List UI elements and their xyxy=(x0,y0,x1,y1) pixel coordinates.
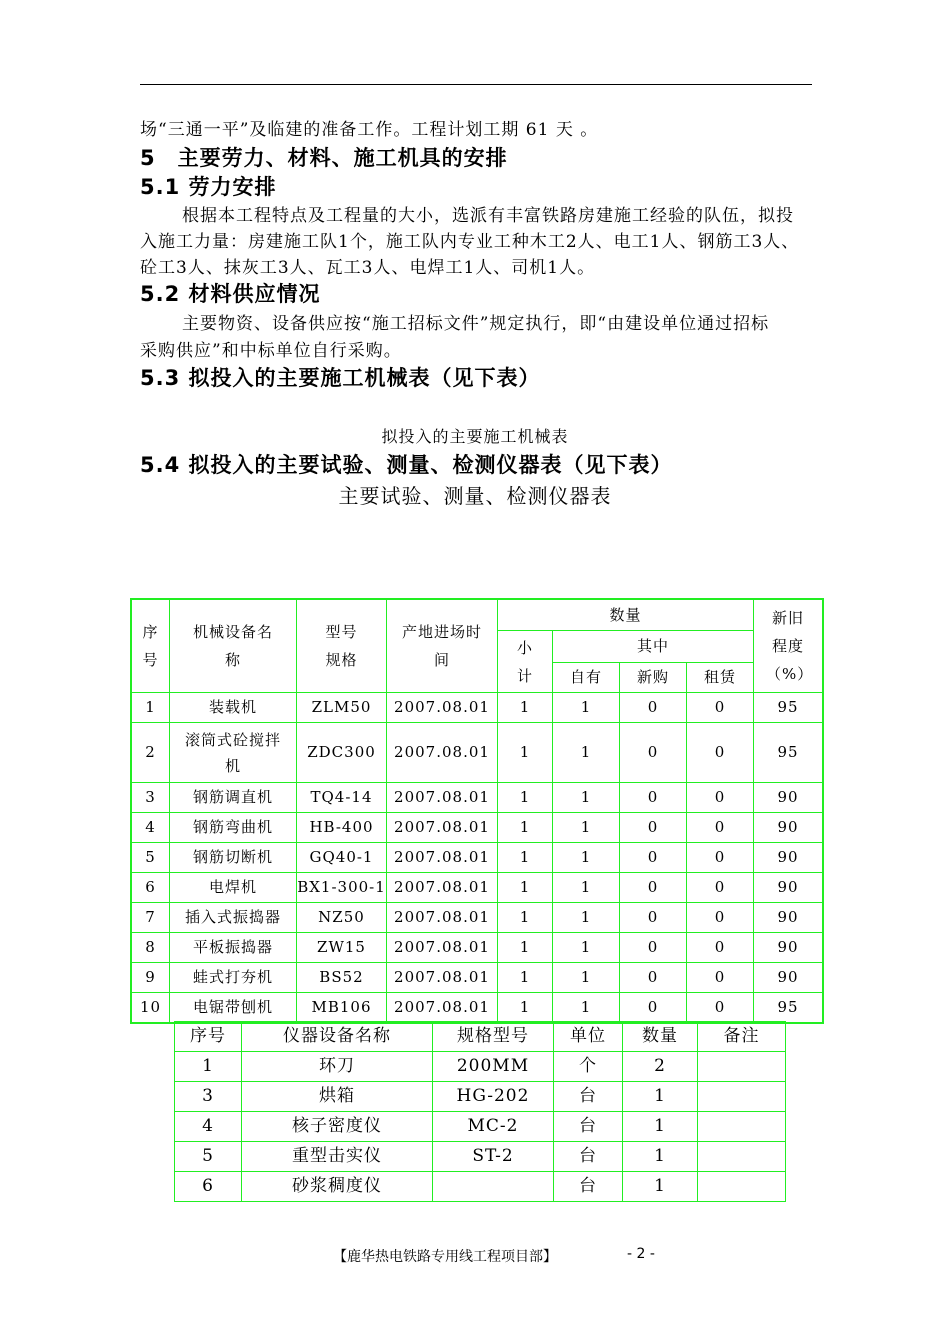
header-new: 新购 xyxy=(620,663,687,693)
table-row xyxy=(132,843,823,873)
section-5-2-line-1: 主要物资、设备供应按“施工招标文件”规定执行，即“由建设单位通过招标 xyxy=(182,314,770,334)
cell-subtotal: 1 xyxy=(498,933,553,963)
cell-name: 烘箱 xyxy=(242,1082,433,1112)
cell-own: 1 xyxy=(553,843,620,873)
cell-origin: 2007.08.01 xyxy=(387,903,498,933)
cell-seq: 3 xyxy=(175,1082,242,1112)
cell-subtotal: 1 xyxy=(498,903,553,933)
table-row xyxy=(132,933,823,963)
cell-condition: 90 xyxy=(754,933,823,963)
cell-seq: 6 xyxy=(175,1172,242,1202)
cell-condition: 95 xyxy=(754,723,823,783)
cell-origin: 2007.08.01 xyxy=(387,783,498,813)
cell-subtotal: 1 xyxy=(498,843,553,873)
cell-seq: 5 xyxy=(175,1142,242,1172)
cell-subtotal: 1 xyxy=(498,873,553,903)
header-remark: 备注 xyxy=(698,1022,786,1052)
cell-origin: 2007.08.01 xyxy=(387,963,498,993)
header-among: 其中 xyxy=(553,631,754,663)
section-5-2-line-2: 采购供应”和中标单位自行采购。 xyxy=(140,341,402,361)
cell-origin: 2007.08.01 xyxy=(387,843,498,873)
cell-name: 核子密度仪 xyxy=(242,1112,433,1142)
cell-unit: 台 xyxy=(554,1112,623,1142)
footer-project-name: 【鹿华热电铁路专用线工程项目部】 xyxy=(333,1249,557,1265)
cell-seq: 1 xyxy=(132,693,170,723)
cell-subtotal: 1 xyxy=(498,783,553,813)
cell-name: 钢筋切断机 xyxy=(170,843,297,873)
section-5-1-heading: 5.1 劳力安排 xyxy=(140,175,277,199)
header-qty: 数量 xyxy=(498,600,754,631)
cell-rent: 0 xyxy=(687,903,754,933)
cell-name: 电焊机 xyxy=(170,873,297,903)
cell-name: 砂浆稠度仪 xyxy=(242,1172,433,1202)
cell-own: 1 xyxy=(553,813,620,843)
table-row xyxy=(132,813,823,843)
cell-rent: 0 xyxy=(687,993,754,1023)
cell-seq: 8 xyxy=(132,933,170,963)
cell-origin: 2007.08.01 xyxy=(387,723,498,783)
cell-spec: MC-2 xyxy=(433,1112,554,1142)
cell-new: 0 xyxy=(620,843,687,873)
cell-qty: 1 xyxy=(623,1082,698,1112)
cell-subtotal: 1 xyxy=(498,993,553,1023)
cell-seq: 6 xyxy=(132,873,170,903)
table-row xyxy=(132,693,823,723)
cell-condition: 95 xyxy=(754,693,823,723)
cell-model: ZW15 xyxy=(297,933,387,963)
cell-qty: 1 xyxy=(623,1112,698,1142)
header-seq: 序号 xyxy=(132,600,170,693)
table-row xyxy=(132,903,823,933)
cell-rent: 0 xyxy=(687,873,754,903)
cell-spec xyxy=(433,1172,554,1202)
cell-name: 钢筋调直机 xyxy=(170,783,297,813)
cell-model: NZ50 xyxy=(297,903,387,933)
instrument-header-row xyxy=(175,1022,786,1052)
table-row xyxy=(132,783,823,813)
header-name: 机械设备名称 xyxy=(170,600,297,693)
section-5-heading: 5 主要劳力、材料、施工机具的安排 xyxy=(140,146,508,170)
cell-condition: 90 xyxy=(754,963,823,993)
cell-new: 0 xyxy=(620,693,687,723)
cell-origin: 2007.08.01 xyxy=(387,993,498,1023)
section-5-1-line-1: 根据本工程特点及工程量的大小，选派有丰富铁路房建施工经验的队伍，拟投 xyxy=(182,206,794,226)
cell-seq: 5 xyxy=(132,843,170,873)
table-row xyxy=(175,1172,786,1202)
cell-seq: 1 xyxy=(175,1052,242,1082)
cell-seq: 4 xyxy=(132,813,170,843)
cell-model: BS52 xyxy=(297,963,387,993)
cell-subtotal: 1 xyxy=(498,813,553,843)
instrument-table xyxy=(174,1021,786,1202)
cell-name: 蛙式打夯机 xyxy=(170,963,297,993)
footer-page-number: - 2 - xyxy=(627,1246,655,1262)
cell-rent: 0 xyxy=(687,783,754,813)
cell-own: 1 xyxy=(553,963,620,993)
cell-new: 0 xyxy=(620,783,687,813)
cell-own: 1 xyxy=(553,903,620,933)
cell-name: 滚筒式砼搅拌机 xyxy=(170,723,297,783)
cell-own: 1 xyxy=(553,723,620,783)
cell-qty: 2 xyxy=(623,1052,698,1082)
cell-new: 0 xyxy=(620,723,687,783)
machine-table xyxy=(131,599,823,1023)
cell-new: 0 xyxy=(620,903,687,933)
header-subtotal: 小计 xyxy=(498,631,553,693)
cell-own: 1 xyxy=(553,993,620,1023)
cell-remark xyxy=(698,1112,786,1142)
cell-remark xyxy=(698,1082,786,1112)
table-row xyxy=(175,1052,786,1082)
cell-own: 1 xyxy=(553,693,620,723)
cell-subtotal: 1 xyxy=(498,723,553,783)
instrument-table-body xyxy=(175,1022,786,1202)
cell-unit: 台 xyxy=(554,1172,623,1202)
cell-qty: 1 xyxy=(623,1142,698,1172)
cell-unit: 台 xyxy=(554,1082,623,1112)
table-row xyxy=(175,1142,786,1172)
cell-condition: 90 xyxy=(754,783,823,813)
header-model: 型号规格 xyxy=(297,600,387,693)
section-5-3-heading: 5.3 拟投入的主要施工机械表（见下表） xyxy=(140,366,541,390)
cell-seq: 10 xyxy=(132,993,170,1023)
cell-name: 环刀 xyxy=(242,1052,433,1082)
header-origin: 产地进场时间 xyxy=(387,600,498,693)
cell-unit: 台 xyxy=(554,1142,623,1172)
cell-spec: 200MM xyxy=(433,1052,554,1082)
machine-table-body xyxy=(132,693,823,1023)
cell-subtotal: 1 xyxy=(498,963,553,993)
cell-condition: 90 xyxy=(754,903,823,933)
cell-name: 插入式振捣器 xyxy=(170,903,297,933)
section-5-1-line-2: 入施工力量：房建施工队1个，施工队内专业工种木工2人、电工1人、钢筋工3人、 xyxy=(140,232,800,252)
machine-table-caption: 拟投入的主要施工机械表 xyxy=(381,427,569,446)
cell-model: HB-400 xyxy=(297,813,387,843)
cell-own: 1 xyxy=(553,873,620,903)
cell-seq: 3 xyxy=(132,783,170,813)
cell-condition: 95 xyxy=(754,993,823,1023)
cell-rent: 0 xyxy=(687,963,754,993)
cell-new: 0 xyxy=(620,933,687,963)
cell-name: 钢筋弯曲机 xyxy=(170,813,297,843)
cell-new: 0 xyxy=(620,993,687,1023)
cell-condition: 90 xyxy=(754,873,823,903)
cell-remark xyxy=(698,1172,786,1202)
header-rule xyxy=(140,84,812,85)
cell-seq: 4 xyxy=(175,1112,242,1142)
header-rent: 租赁 xyxy=(687,663,754,693)
cell-name: 平板振捣器 xyxy=(170,933,297,963)
table-row xyxy=(175,1082,786,1112)
cell-rent: 0 xyxy=(687,933,754,963)
cell-own: 1 xyxy=(553,933,620,963)
cell-spec: HG-202 xyxy=(433,1082,554,1112)
cell-subtotal: 1 xyxy=(498,693,553,723)
instrument-table-caption: 主要试验、测量、检测仪器表 xyxy=(338,484,612,508)
cell-rent: 0 xyxy=(687,843,754,873)
cell-model: ZLM50 xyxy=(297,693,387,723)
cell-seq: 2 xyxy=(132,723,170,783)
cell-seq: 9 xyxy=(132,963,170,993)
cell-new: 0 xyxy=(620,813,687,843)
cell-remark xyxy=(698,1052,786,1082)
cell-unit: 个 xyxy=(554,1052,623,1082)
cell-own: 1 xyxy=(553,783,620,813)
cell-model: MB106 xyxy=(297,993,387,1023)
table-row xyxy=(132,993,823,1023)
cell-rent: 0 xyxy=(687,813,754,843)
cell-remark xyxy=(698,1142,786,1172)
cell-condition: 90 xyxy=(754,843,823,873)
cell-name: 电锯带刨机 xyxy=(170,993,297,1023)
cell-new: 0 xyxy=(620,963,687,993)
header-spec: 规格型号 xyxy=(433,1022,554,1052)
header-name: 仪器设备名称 xyxy=(242,1022,433,1052)
cell-model: ZDC300 xyxy=(297,723,387,783)
cell-origin: 2007.08.01 xyxy=(387,693,498,723)
header-own: 自有 xyxy=(553,663,620,693)
header-condition: 新旧程度（%） xyxy=(754,600,823,693)
cell-model: BX1-300-1 xyxy=(297,873,387,903)
cell-new: 0 xyxy=(620,873,687,903)
table-row xyxy=(132,873,823,903)
header-qty: 数量 xyxy=(623,1022,698,1052)
table-row xyxy=(132,963,823,993)
intro-line: 场“三通一平”及临建的准备工作。工程计划工期 61 天 。 xyxy=(140,120,599,140)
cell-seq: 7 xyxy=(132,903,170,933)
cell-name: 装载机 xyxy=(170,693,297,723)
header-unit: 单位 xyxy=(554,1022,623,1052)
cell-name: 重型击实仪 xyxy=(242,1142,433,1172)
cell-qty: 1 xyxy=(623,1172,698,1202)
table-row xyxy=(175,1112,786,1142)
cell-origin: 2007.08.01 xyxy=(387,813,498,843)
cell-model: TQ4-14 xyxy=(297,783,387,813)
section-5-1-line-3: 砼工3人、抹灰工3人、瓦工3人、电焊工1人、司机1人。 xyxy=(140,258,596,278)
cell-origin: 2007.08.01 xyxy=(387,873,498,903)
cell-spec: ST-2 xyxy=(433,1142,554,1172)
section-5-2-heading: 5.2 材料供应情况 xyxy=(140,282,321,306)
cell-rent: 0 xyxy=(687,723,754,783)
header-seq: 序号 xyxy=(175,1022,242,1052)
table-row xyxy=(132,723,823,783)
cell-rent: 0 xyxy=(687,693,754,723)
cell-model: GQ40-1 xyxy=(297,843,387,873)
cell-origin: 2007.08.01 xyxy=(387,933,498,963)
cell-condition: 90 xyxy=(754,813,823,843)
section-5-4-heading: 5.4 拟投入的主要试验、测量、检测仪器表（见下表） xyxy=(140,453,673,477)
